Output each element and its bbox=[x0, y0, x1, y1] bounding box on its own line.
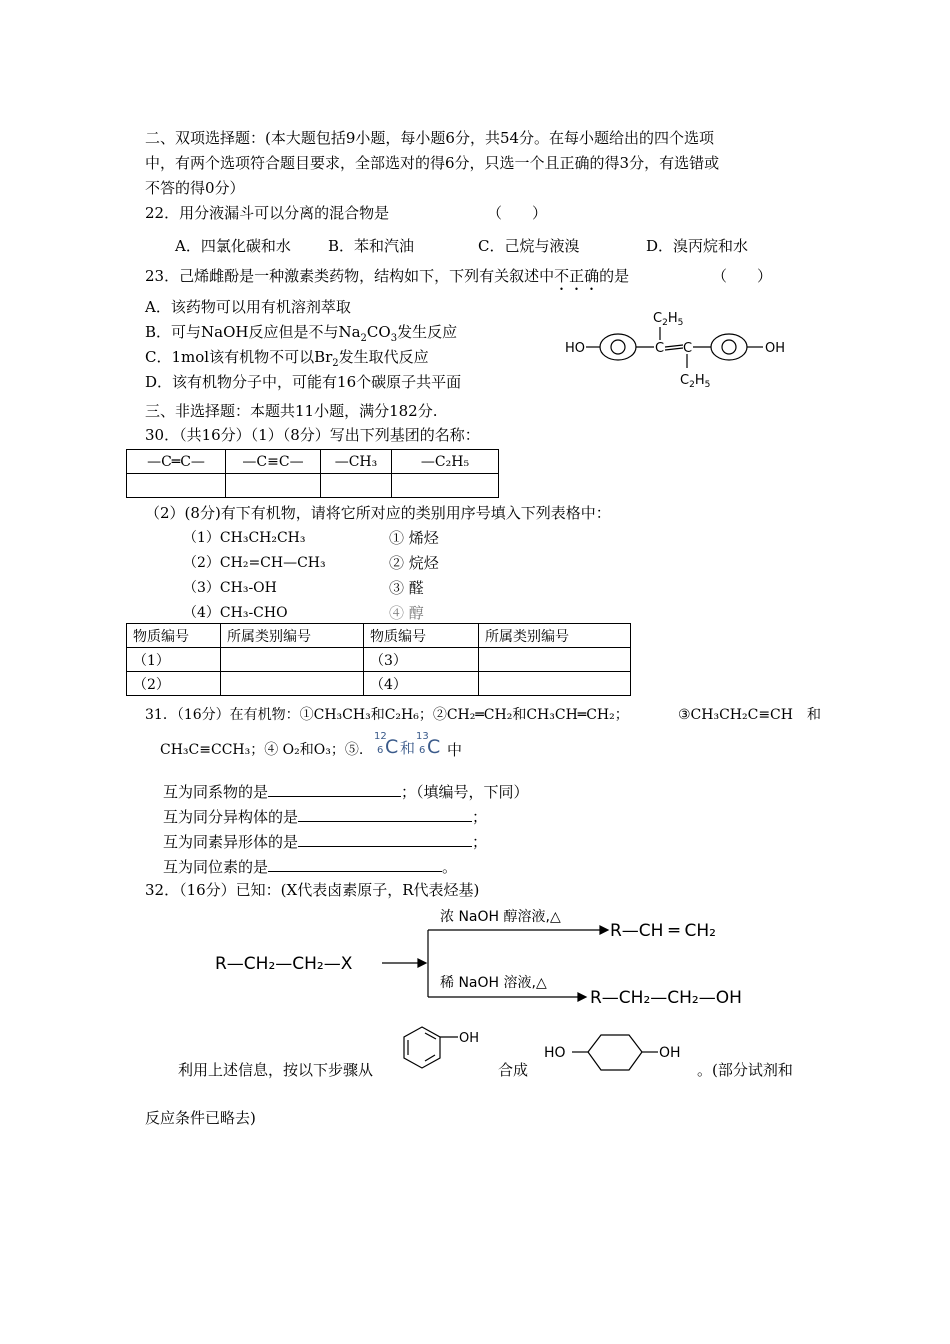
svg-text:C: C bbox=[385, 736, 399, 758]
group-alkyne: —C≡C— bbox=[226, 450, 321, 474]
group-alkene-answer[interactable] bbox=[127, 474, 226, 498]
table-header-substance-1: 物质编号 bbox=[127, 624, 221, 648]
q23-option-b: B．可与NaOH反应但是不与$Na_2CO_3$发生反应 bbox=[145, 323, 458, 344]
group-methyl: —CH₃ bbox=[321, 450, 392, 474]
q23-stem: 23．己烯雌酚是一种激素类药物，结构如下，下列有关叙述中不正确的是 bbox=[145, 267, 630, 285]
q23-option-c: C．1mol该有机物不可以$Br_2$发生取代反应 bbox=[145, 348, 429, 369]
q31-fill-homologue: 互为同系物的是 ；（填编号，下同） bbox=[163, 780, 529, 802]
q22-answer-paren: （ ） bbox=[487, 204, 548, 222]
group-methyl-answer[interactable] bbox=[321, 474, 392, 498]
table-cell: （1） bbox=[127, 648, 221, 672]
table-answer-cell[interactable] bbox=[479, 672, 631, 696]
group-ethyl: —C₂H₅ bbox=[392, 450, 499, 474]
q32-line-mid: 合成 bbox=[498, 1061, 529, 1079]
q31-fill-allotrope: 互为同素异形体的是 ； bbox=[163, 830, 487, 852]
svg-text:C: C bbox=[427, 736, 441, 758]
cyclohexanediol-structure bbox=[542, 1030, 697, 1078]
svg-text:13: 13 bbox=[416, 731, 429, 742]
table-header-class-2: 所属类别编号 bbox=[479, 624, 631, 648]
table-answer-cell[interactable] bbox=[479, 648, 631, 672]
diol-oh: OH bbox=[659, 1045, 681, 1061]
reaction-scheme bbox=[210, 903, 790, 1013]
q23-emphasis: 不正确 bbox=[554, 267, 600, 285]
q31-line2a: CH₃C≡CCH₃；④ O₂和O₃；⑤. bbox=[160, 742, 364, 758]
q23-option-d: D．该有机物分子中，可能有16个碳原子共平面 bbox=[145, 373, 462, 391]
product-alkene: R—CH ═ CH₂ bbox=[610, 921, 716, 941]
group-ethyl-answer[interactable] bbox=[392, 474, 499, 498]
q30-cat-3: ③ 醛 bbox=[389, 579, 424, 597]
q30-cat-4: ④ 醇 bbox=[389, 604, 424, 622]
group-alkene: —C═C— bbox=[127, 450, 226, 474]
table-header-substance-2: 物质编号 bbox=[364, 624, 479, 648]
diol-ho: HO bbox=[544, 1045, 566, 1061]
q22-option-a: A．四氯化碳和水 bbox=[175, 237, 291, 255]
group-alkyne-answer[interactable] bbox=[226, 474, 321, 498]
q32-line-pre: 利用上述信息，按以下步骤从 bbox=[178, 1061, 374, 1079]
q30-group-table bbox=[126, 449, 499, 498]
svg-text:和: 和 bbox=[400, 739, 416, 757]
blank-isomer[interactable] bbox=[298, 805, 472, 822]
table-header-class-1: 所属类别编号 bbox=[221, 624, 364, 648]
q31-line1a: 31．（16分）在有机物：①CH₃CH₃和C₂H₆；②CH₂═CH₂和CH₃CH═CH₂； bbox=[145, 707, 629, 723]
svg-text:6: 6 bbox=[419, 745, 426, 756]
q31-line1b: ③CH₃CH₂C≡CH 和 bbox=[678, 707, 821, 723]
q31-fill-isotope: 互为同位素的是 。 bbox=[163, 855, 457, 877]
section2-line3: 不答的得0分） bbox=[145, 179, 245, 197]
blank-allotrope[interactable] bbox=[298, 830, 472, 847]
section2-line2: 中，有两个选项符合题目要求，全部选对的得6分，只选一个且正确的得3分，有选错或 bbox=[145, 154, 720, 172]
product-alcohol: R—CH₂—CH₂—OH bbox=[590, 988, 742, 1008]
phenol-oh: OH bbox=[459, 1031, 480, 1046]
condition-dilute: 稀 NaOH 溶液,△ bbox=[440, 975, 547, 991]
q22-option-b: B．苯和汽油 bbox=[328, 237, 415, 255]
q23-answer-paren: （ ） bbox=[712, 267, 773, 285]
section3-title: 三、非选择题：本题共11小题，满分182分. bbox=[145, 402, 438, 420]
q30-cat-2: ② 烷烃 bbox=[389, 554, 439, 572]
q22-option-d: D．溴丙烷和水 bbox=[646, 237, 749, 255]
struct-ethyl-bottom: $C_2H_5$ bbox=[680, 373, 711, 390]
table-answer-cell[interactable] bbox=[221, 672, 364, 696]
table-answer-cell[interactable] bbox=[221, 648, 364, 672]
table-cell: （3） bbox=[364, 648, 479, 672]
section2-line1: 二、双项选择题：(本大题包括9小题，每小题6分，共54分。在每小题给出的四个选项 bbox=[145, 129, 715, 147]
q30-item-3: （3）CH₃-OH bbox=[183, 580, 277, 596]
svg-text:6: 6 bbox=[377, 745, 384, 756]
struct-c1: C bbox=[655, 341, 665, 356]
diethylstilbestrol-structure bbox=[560, 302, 800, 394]
q31-line2b: 中 bbox=[447, 741, 463, 759]
reactant-formula: R—CH₂—CH₂—X bbox=[215, 954, 353, 974]
q22-option-c: C．己烷与液溴 bbox=[478, 237, 580, 255]
struct-ethyl-top: $C_2H_5$ bbox=[653, 311, 684, 328]
q30-cat-1: ① 烯烃 bbox=[389, 529, 439, 547]
q30-item-1: （1）CH₃CH₂CH₃ bbox=[183, 530, 306, 546]
svg-text:12: 12 bbox=[374, 731, 387, 742]
struct-c2: C bbox=[683, 341, 693, 356]
table-cell: （4） bbox=[364, 672, 479, 696]
table-cell: （2） bbox=[127, 672, 221, 696]
q30-title: 30．（共16分）（1）（8分）写出下列基团的名称： bbox=[145, 426, 480, 444]
condition-conc: 浓 NaOH 醇溶液,△ bbox=[440, 909, 561, 925]
q32-title: 32．（16分）已知：(X代表卤素原子，R代表烃基) bbox=[145, 881, 480, 899]
struct-ho-left: HO bbox=[565, 341, 586, 356]
q30-item-4: （4）CH₃-CHO bbox=[183, 605, 288, 621]
q30-class-table bbox=[126, 623, 631, 696]
phenol-structure bbox=[402, 1022, 492, 1084]
q32-line-post: 。(部分试剂和 bbox=[697, 1061, 793, 1079]
q22-stem: 22．用分液漏斗可以分离的混合物是 bbox=[145, 204, 390, 222]
struct-oh-right: OH bbox=[765, 341, 786, 356]
q30-item-2: （2）CH₂=CH—CH₃ bbox=[183, 555, 326, 571]
q30-part2: （2）(8分)有下有机物，请将它所对应的类别用序号填入下列表格中： bbox=[145, 504, 611, 522]
q32-line2: 反应条件已略去) bbox=[145, 1109, 256, 1127]
blank-homologue[interactable] bbox=[268, 780, 401, 797]
q31-fill-isomer: 互为同分异构体的是 ； bbox=[163, 805, 487, 827]
q23-option-a: A．该药物可以用有机溶剂萃取 bbox=[145, 298, 351, 316]
blank-isotope[interactable] bbox=[268, 855, 442, 872]
